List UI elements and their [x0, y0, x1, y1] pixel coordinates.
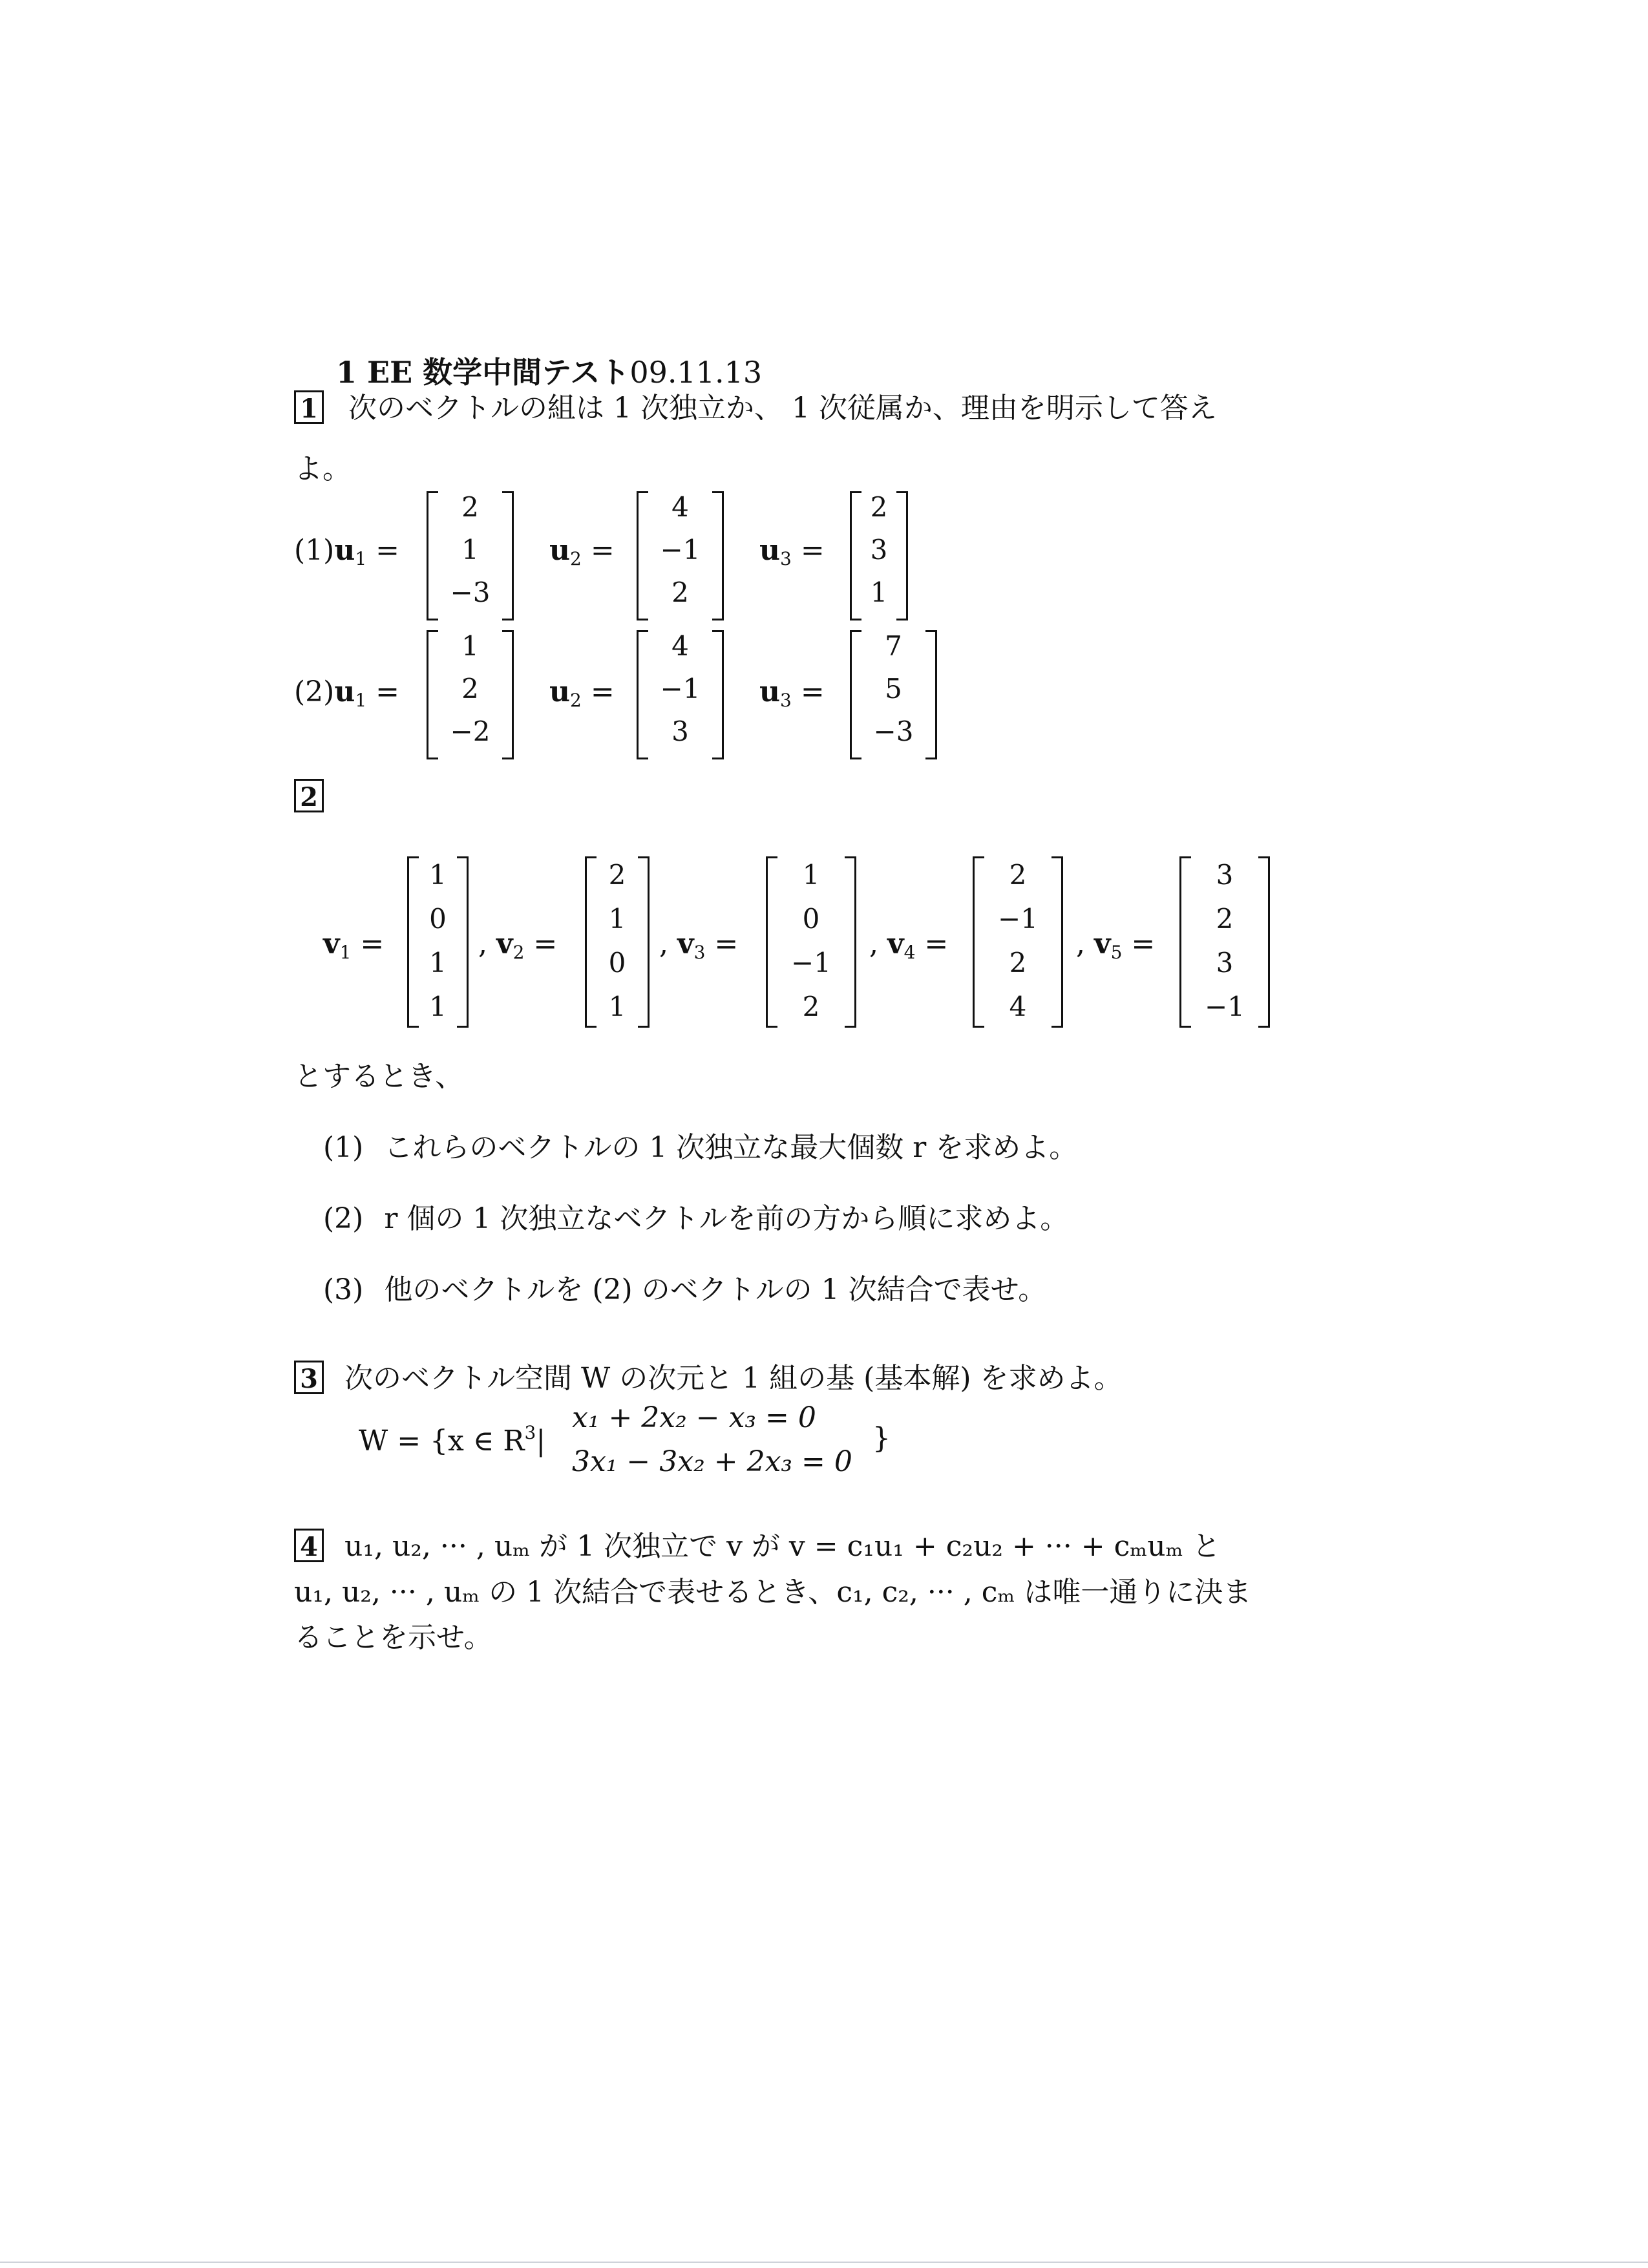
q4-line1-text: u₁, u₂, ··· , uₘ が 1 次独立で v が v = c₁u₁ + c₂u₂ + ··· + cₘuₘ と [344, 1530, 1221, 1563]
matrix-entry: 3 [1216, 947, 1234, 979]
matrix-entry: 1 [608, 903, 626, 935]
q1-set2-u1-label: $(2)u_1$ = [294, 675, 400, 711]
matrix-entry: −1 [660, 673, 701, 705]
q2-v3-label: , $v_3$ = [659, 927, 739, 963]
matrix-entry: 2 [1009, 859, 1027, 891]
q1-number-box: 1 [294, 390, 324, 424]
q2-v5-label: , $v_5$ = [1076, 927, 1156, 963]
matrix-entry: 1 [608, 991, 626, 1023]
q2-v5-matrix [1179, 856, 1270, 1028]
matrix-entry: 4 [671, 630, 689, 662]
q1-header [294, 390, 1217, 426]
q1-set2-u3-label: $u_3$ = [759, 675, 825, 711]
matrix-entry: 2 [1009, 947, 1027, 979]
q1-set1-u1-matrix [427, 491, 514, 620]
q3-header [294, 1361, 1122, 1396]
q1-set2-u2-matrix [637, 630, 724, 759]
q3-equation-1: x₁ + 2x₂ − x₃ = 0 [572, 1401, 816, 1434]
matrix-entry: 5 [885, 673, 902, 705]
q2-v4-matrix [973, 856, 1063, 1028]
matrix-entry: −1 [791, 947, 831, 979]
matrix-entry: 2 [870, 491, 888, 523]
q3-number-box: 3 [294, 1361, 324, 1394]
matrix-entry: 1 [429, 991, 447, 1023]
q2-number-box: 2 [294, 779, 324, 812]
q2-v1-label: $v_1$ = [323, 927, 385, 963]
matrix-entry: 2 [1216, 903, 1234, 935]
matrix-entry: 7 [885, 630, 902, 662]
q2-item-3-label: (3) [323, 1273, 364, 1306]
matrix-entry: −1 [1205, 991, 1245, 1023]
q2-intro: とするとき、 [294, 1060, 464, 1093]
matrix-entry: 2 [461, 491, 479, 523]
q3-set-left [359, 1422, 545, 1459]
q2-item-3-text: 他のベクトルを (2) のベクトルの 1 次結合で表せ。 [384, 1273, 1047, 1306]
q3-set-sup: 3 [524, 1422, 536, 1443]
q2-v3-matrix [766, 856, 856, 1028]
q2-v1-matrix [407, 856, 469, 1028]
q2-item-1-text: これらのベクトルの 1 次独立な最大個数 r を求めよ。 [384, 1131, 1078, 1164]
q1-set2-u2-label: $u_2$ = [549, 675, 615, 711]
q2-header [294, 779, 324, 812]
q3-equation-2: 3x₁ − 3x₂ + 2x₃ = 0 [572, 1445, 852, 1478]
q1-set2-u1-matrix [427, 630, 514, 759]
title-text: 1 EE 数学中間テスト [336, 355, 630, 390]
q1-set1-u1-label: $(1)u_1$ = [294, 534, 400, 569]
q1-set1-u3-label: $u_3$ = [759, 534, 825, 569]
q1-set1-u2-matrix [637, 491, 724, 620]
matrix-entry: −1 [660, 534, 701, 566]
matrix-entry: 4 [1009, 991, 1027, 1023]
page-title [336, 349, 762, 392]
q1-set2-u3-matrix [850, 630, 937, 759]
matrix-entry: 3 [870, 534, 888, 566]
matrix-entry: −3 [873, 715, 914, 747]
matrix-entry: −1 [998, 903, 1038, 935]
matrix-entry: 4 [671, 491, 689, 523]
matrix-entry: 2 [802, 991, 820, 1023]
matrix-entry: 0 [802, 903, 820, 935]
q4-number-box: 4 [294, 1529, 324, 1562]
matrix-entry: 2 [461, 673, 479, 705]
q1-set1-label: (1) [294, 534, 335, 567]
title-date: 09.11.13 [629, 355, 763, 390]
q4-line1 [294, 1529, 1221, 1564]
matrix-entry: 1 [461, 534, 479, 566]
q1-text-line1: 次のベクトルの組は 1 次独立か、 1 次従属か、理由を明示して答え [348, 392, 1217, 425]
q1-set1-u3-matrix [850, 491, 908, 620]
q1-text-line2: よ。 [294, 452, 351, 485]
q1-set1-u2-label: $u_2$ = [549, 534, 615, 569]
q2-item-2 [323, 1202, 1068, 1236]
matrix-entry: 1 [429, 859, 447, 891]
matrix-entry: −2 [450, 715, 491, 747]
matrix-entry: 1 [802, 859, 820, 891]
q2-v2-matrix [585, 856, 650, 1028]
q3-set-left-text: W = {x ∈ R [359, 1425, 525, 1457]
matrix-entry: 1 [870, 577, 888, 608]
q4-line3: ることを示せ。 [294, 1621, 492, 1654]
q3-set-bar: | [536, 1425, 546, 1457]
q2-item-3 [323, 1273, 1046, 1308]
q1-set2-label: (2) [294, 675, 335, 708]
q2-v4-label: , $v_4$ = [869, 927, 949, 963]
q2-item-1 [323, 1131, 1077, 1165]
matrix-entry: 2 [671, 577, 689, 608]
q4-line2: u₁, u₂, ··· , uₘ の 1 次結合で表せるとき、c₁, c₂, ··· , cₘ は唯一通りに決ま [294, 1576, 1252, 1609]
matrix-entry: 0 [429, 903, 447, 935]
matrix-entry: −3 [450, 577, 491, 608]
q2-item-2-text: r 個の 1 次独立なベクトルを前の方から順に求めよ。 [384, 1202, 1069, 1235]
matrix-entry: 3 [1216, 859, 1234, 891]
q2-item-2-label: (2) [323, 1202, 364, 1235]
q2-item-1-label: (1) [323, 1131, 364, 1164]
matrix-entry: 0 [608, 947, 626, 979]
matrix-entry: 3 [671, 715, 689, 747]
matrix-entry: 1 [461, 630, 479, 662]
matrix-entry: 2 [608, 859, 626, 891]
q3-set-close: } [872, 1422, 891, 1455]
q3-text: 次のベクトル空間 W の次元と 1 組の基 (基本解) を求めよ。 [344, 1362, 1123, 1395]
matrix-entry: 1 [429, 947, 447, 979]
q2-v2-label: , $v_2$ = [478, 927, 558, 963]
scan-edge-line [0, 2262, 1648, 2263]
